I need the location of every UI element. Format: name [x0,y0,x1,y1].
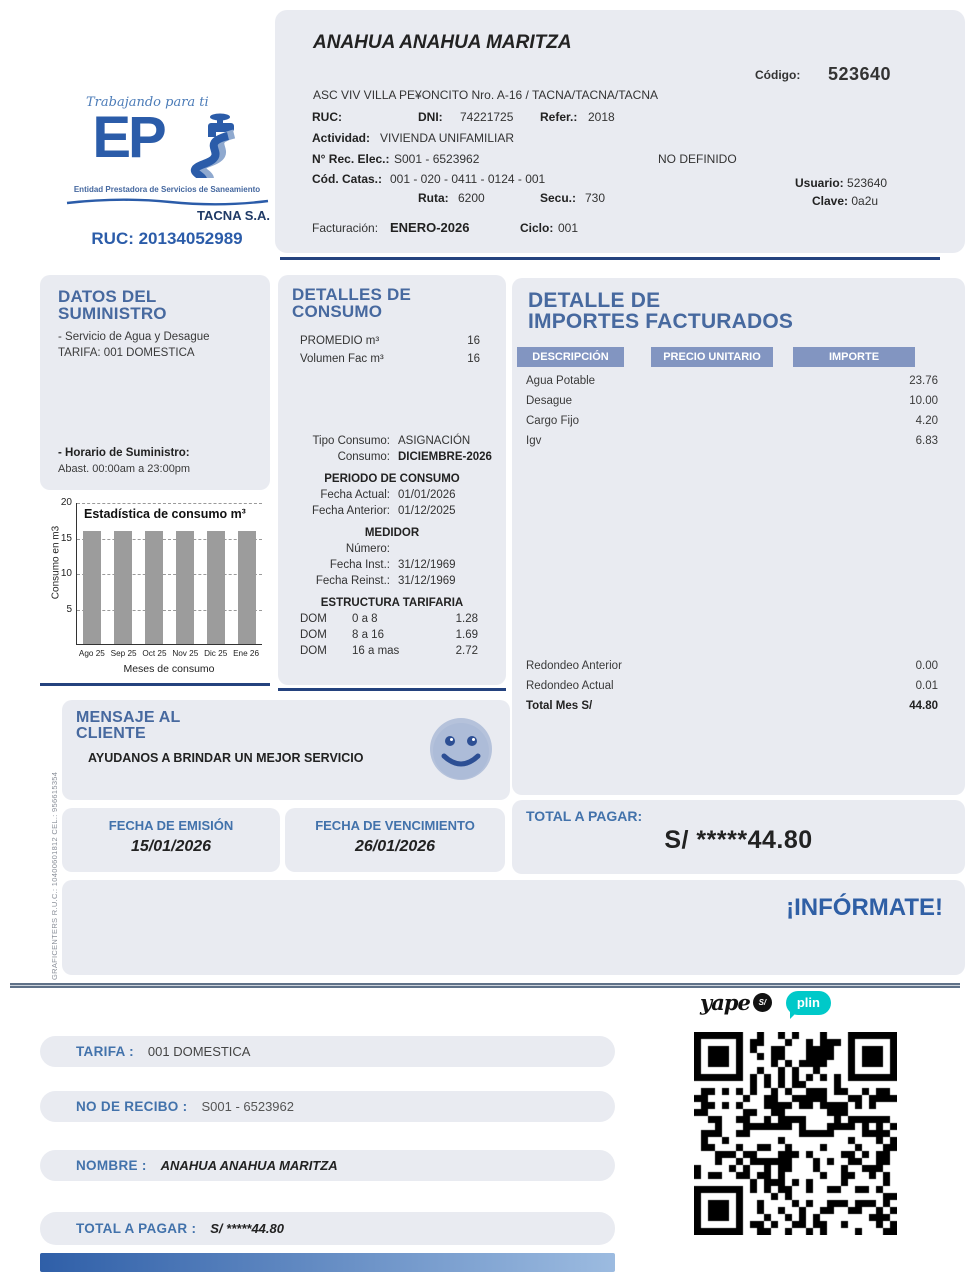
resumen-total-label: TOTAL A PAGAR : [76,1221,197,1236]
volumen-label: Volumen Fac m³ [300,352,384,365]
resumen-tarifa-label: TARIFA : [76,1044,134,1059]
ruta-value: 6200 [458,191,485,205]
estructura-rango: 0 a 8 [352,612,378,625]
row-importe: 6.83 [915,435,938,447]
plin-logo: plin [786,991,831,1015]
chart-y-tick: 5 [66,603,72,615]
chart-x-tick: Ene 26 [233,649,260,658]
dni-value: 74221725 [460,110,514,124]
medidor-title: MEDIDOR [364,526,420,539]
ciclo-label: Ciclo: [520,221,554,235]
logo-text: EP [92,105,164,170]
datos-suministro-panel [40,275,270,490]
estructura-cat: DOM [300,644,327,657]
tarifa-text: TARIFA: 001 DOMESTICA [58,346,195,359]
company-logo [58,95,276,249]
fecha-anterior-value: 01/12/2025 [398,504,456,517]
fecha-inst-label: Fecha Inst.: [329,558,390,571]
customer-header-panel [275,10,965,253]
volumen-value: 16 [467,352,480,365]
total-mes-value: 44.80 [909,700,938,712]
fecha-reinst-label: Fecha Reinst.: [315,574,390,587]
row-desc: Agua Potable [526,375,596,387]
estructura-precio: 1.69 [455,628,478,641]
estructura-cat: DOM [300,612,327,625]
table-row-total [526,700,938,712]
numero-label: Número: [345,542,390,555]
fecha-inst-value: 31/12/1969 [398,558,456,571]
promedio-label: PROMEDIO m³ [300,334,380,347]
row-desc: Igv [526,435,542,447]
horario-label: - Horario de Suministro: [58,446,190,459]
resumen-recibo-value: S001 - 6523962 [201,1099,294,1114]
row-importe: 23.76 [909,375,938,387]
header-divider-line [280,257,940,260]
consumo-title [278,275,506,321]
row-importe: 10.00 [909,395,938,407]
estructura-title: ESTRUCTURA TARIFARIA [320,596,464,609]
chart-gridline [77,574,262,575]
informate-text: ¡INFÓRMATE! [786,894,943,921]
refer-label: Refer.: [540,110,578,124]
consumo-label: Consumo: [337,450,390,463]
water-swoosh-icon [164,112,242,183]
horario-value: Abast. 00:00am a 23:00pm [58,462,191,475]
actividad-label: Actividad: [312,131,371,145]
column-header-importe: IMPORTE [793,347,915,367]
total-mes-label: Total Mes S/ [526,700,593,712]
payment-qr-code [694,1032,897,1235]
rec-elec-label: N° Rec. Elec.: [312,152,390,166]
mensaje-title-line2: CLIENTE [76,725,146,743]
fecha-vencimiento-panel [285,808,505,872]
resumen-recibo-label: NO DE RECIBO : [76,1099,188,1114]
catastro-label: Cód. Catas.: [312,172,383,186]
usuario-value: 523640 [847,176,888,190]
table-row [526,395,938,407]
fecha-emision-value: 15/01/2026 [130,838,212,855]
detalles-consumo-panel [278,275,506,685]
tipo-consumo-value: ASIGNACIÓN [398,434,471,447]
fecha-emision-label: FECHA DE EMISIÓN [108,818,234,833]
customer-name: ANAHUA ANAHUA MARITZA [313,32,572,53]
datos-title [40,275,270,323]
fecha-emision-panel [62,808,280,872]
section-divider [10,983,960,988]
estructura-cat: DOM [300,628,327,641]
table-row [526,435,938,447]
fecha-actual-value: 01/01/2026 [398,488,456,501]
periodo-title: PERIODO DE CONSUMO [324,472,460,485]
clave-label: Clave: [812,194,849,208]
resumen-nombre-label: NOMBRE : [76,1158,147,1173]
chart-x-axis-label: Meses de consumo [123,663,215,675]
estructura-row [278,645,506,657]
total-pagar-label: TOTAL A PAGAR: [526,808,643,824]
chart-plot [76,503,262,645]
redondeo-actual-label: Redondeo Actual [526,680,614,692]
chart-gridline [77,503,262,504]
importes-title-line1: DETALLE DE [528,289,661,312]
catastro-value: 001 - 020 - 0411 - 0124 - 001 [390,172,546,186]
company-subtitle: Entidad Prestadora de Servicios de Saneamiento [73,185,261,194]
promedio-value: 16 [467,334,480,347]
column-header-precio-unitario: PRECIO UNITARIO [651,347,773,367]
bottom-blue-bar [40,1253,615,1272]
importes-title [512,278,965,333]
column-header-descripcion: DESCRIPCIÓN [517,347,624,367]
print-shop-side-text: GRAFICENTERS R.U.C.: 10400601812 CEL.: 956615354 [50,771,59,980]
codigo-label: Código: [755,68,801,82]
resumen-nombre-value: ANAHUA ANAHUA MARITZA [160,1158,338,1173]
resumen-total-value: S/ *****44.80 [210,1221,284,1236]
row-importe: 4.20 [915,415,938,427]
company-tagline: Trabajando para ti [86,95,209,110]
table-row [526,680,938,692]
chart-bar [145,531,163,644]
estructura-row [278,613,506,625]
company-ruc: RUC: 20134052989 [91,229,243,248]
redondeo-anterior-value: 0.00 [915,660,938,672]
chart-x-tick: Nov 25 [172,649,199,658]
chart-x-tick: Oct 25 [142,649,167,658]
middle-column-divider-line [278,688,506,691]
resumen-nombre-row [40,1150,615,1181]
chart-bar [207,531,225,644]
smiley-face-icon [428,716,494,787]
fecha-actual-label: Fecha Actual: [320,488,390,501]
company-name: TACNA S.A. [197,208,270,223]
fecha-reinst-value: 31/12/1969 [398,574,456,587]
total-pagar-panel [512,800,965,874]
table-row [526,660,938,672]
chart-x-tick: Dic 25 [204,649,228,658]
actividad-value: VIVIENDA UNIFAMILIAR [380,131,515,145]
importes-table-header [517,347,960,367]
chart-y-tick: 20 [60,497,72,508]
ruta-label: Ruta: [418,191,449,205]
chart-gridline [77,610,262,611]
clave-value: 0a2u [851,194,879,208]
refer-value: 2018 [588,110,615,124]
row-desc: Cargo Fijo [526,415,580,427]
usuario-label: Usuario: [795,176,844,190]
mensaje-title-line1: MENSAJE AL [76,709,181,726]
total-pagar-value: S/ *****44.80 [664,826,813,854]
chart-gridline [77,539,262,540]
informate-panel [62,880,965,975]
estructura-precio: 2.72 [455,644,478,657]
mensaje-texto: AYUDANOS A BRINDAR UN MEJOR SERVICIO [88,750,364,765]
chart-y-tick: 10 [60,568,72,579]
chart-bar [83,531,101,644]
consumption-chart [40,495,270,685]
redondeo-actual-value: 0.01 [915,680,938,692]
no-definido-text: NO DEFINIDO [658,152,737,166]
estructura-row [278,629,506,641]
chart-bar [238,531,256,644]
chart-bar [114,531,132,644]
consumo-value: DICIEMBRE-2026 [398,450,492,463]
ruc-label: RUC: [312,110,342,124]
consumo-title-line2: CONSUMO [292,302,383,322]
payment-logos [700,990,831,1015]
chart-x-labels [76,649,262,658]
yape-badge-icon: S/ [753,993,772,1012]
table-row [526,375,938,387]
chart-x-tick: Ago 25 [78,649,105,658]
importes-title-line2: IMPORTES FACTURADOS [528,310,794,334]
chart-x-tick: Sep 25 [110,649,137,658]
tipo-consumo-label: Tipo Consumo: [312,434,390,447]
left-column-divider-line [40,683,270,686]
datos-title-line2: SUMINISTRO [58,304,167,324]
estructura-rango: 8 a 16 [352,628,384,641]
resumen-recibo-row [40,1091,615,1122]
redondeo-anterior-label: Redondeo Anterior [526,660,622,672]
chart-y-tick: 15 [60,532,72,544]
mensaje-cliente-panel [62,700,510,800]
yape-logo: yape [700,990,750,1015]
facturacion-label: Facturación: [312,221,379,235]
estructura-precio: 1.28 [455,612,478,625]
customer-address: ASC VIV VILLA PE¥ONCITO Nro. A-16 / TACNA/TACNA/TACNA [313,88,658,102]
secu-value: 730 [585,191,606,205]
fecha-vencimiento-value: 26/01/2026 [354,838,436,855]
row-desc: Desague [526,395,573,407]
chart-y-axis-label: Consumo en m3 [50,525,62,600]
resumen-tarifa-row [40,1036,615,1067]
facturacion-value: ENERO-2026 [390,220,470,235]
rec-elec-value: S001 - 6523962 [394,152,480,166]
wave-underline [65,197,270,207]
importes-facturados-panel [512,278,965,795]
fecha-anterior-label: Fecha Anterior: [312,504,390,517]
ciclo-value: 001 [558,221,579,235]
chart-bar [176,531,194,644]
dni-label: DNI: [418,110,443,124]
fecha-vencimiento-label: FECHA DE VENCIMIENTO [315,818,475,833]
chart-title: Estadística de consumo m³ [84,507,246,521]
resumen-total-row [40,1212,615,1245]
table-row [526,415,938,427]
resumen-tarifa-value: 001 DOMESTICA [147,1044,251,1059]
estructura-rango: 16 a mas [352,644,400,657]
consumo-title-line1: DETALLES DE [292,285,412,304]
servicio-text: - Servicio de Agua y Desague [58,330,210,343]
codigo-value: 523640 [828,64,892,84]
secu-label: Secu.: [540,191,577,205]
datos-title-line1: DATOS DEL [58,287,157,306]
